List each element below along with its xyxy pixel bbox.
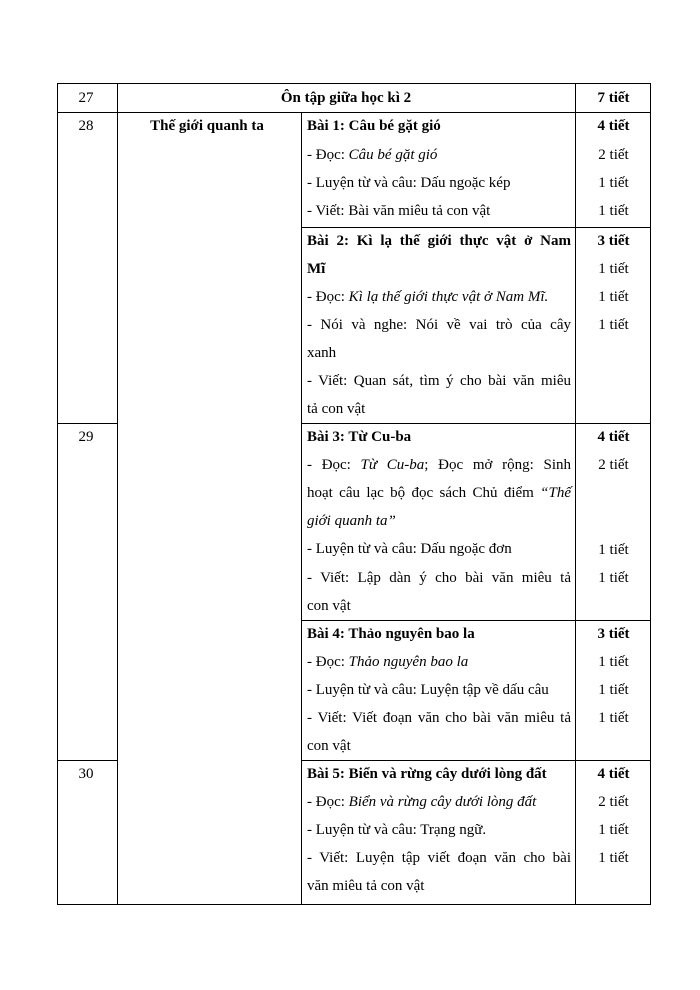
bai1-doc bbox=[307, 141, 571, 169]
bai5-periods: 4 tiết bbox=[597, 766, 630, 782]
bai3-doc-prefix: - Đọc: bbox=[307, 457, 361, 473]
bai3-ltvc: - Luyện từ và câu: Dấu ngoặc đơn bbox=[307, 541, 512, 557]
bai5-viet-periods: 1 tiết bbox=[598, 850, 629, 866]
bai4-viet-line1: - Viết: Viết đoạn văn cho bài văn miêu tả bbox=[307, 710, 571, 726]
bai1-viet: - Viết: Bài văn miêu tả con vật bbox=[307, 203, 491, 219]
week-27: 27 bbox=[78, 90, 94, 106]
curriculum-table bbox=[57, 83, 651, 905]
bai3-ltvc-periods: 1 tiết bbox=[598, 542, 629, 558]
bai1-doc-periods: 2 tiết bbox=[598, 147, 629, 163]
bai3-doc-title: Từ Cu-ba bbox=[360, 457, 425, 473]
bai3-viet-line1: - Viết: Lập dàn ý cho bài văn miêu tả bbox=[307, 570, 571, 586]
bai1-doc-title: Câu bé gặt gió bbox=[348, 147, 438, 163]
border-col1 bbox=[117, 83, 118, 905]
bai4-doc bbox=[307, 648, 571, 676]
bai2-title-line2: Mĩ bbox=[307, 261, 326, 277]
week-28: 28 bbox=[78, 118, 94, 134]
bai2-periods: 3 tiết bbox=[597, 233, 630, 249]
bai2-doc bbox=[307, 283, 571, 311]
week-30: 30 bbox=[78, 766, 94, 782]
bai5-viet-line2: văn miêu tả con vật bbox=[307, 878, 425, 894]
bai1-ltvc: - Luyện từ và câu: Dấu ngoặc kép bbox=[307, 175, 511, 191]
bai5-viet-line1: - Viết: Luyện tập viết đoạn văn cho bài bbox=[307, 850, 571, 866]
bai4-ltvc: - Luyện từ và câu: Luyện tập về dấu câu bbox=[307, 682, 549, 698]
bai4-doc-periods: 1 tiết bbox=[598, 654, 629, 670]
bai1-title: Bài 1: Câu bé gặt gió bbox=[307, 118, 441, 134]
bai2-nn-periods: 1 tiết bbox=[598, 289, 629, 305]
bai2-doc-periods: 1 tiết bbox=[598, 261, 629, 277]
bai4-viet-periods: 1 tiết bbox=[598, 710, 629, 726]
bai3-doc-suffix: ; Đọc mở rộng: Sinh bbox=[424, 457, 571, 473]
bai1-viet-periods: 1 tiết bbox=[598, 203, 629, 219]
bai4-ltvc-periods: 1 tiết bbox=[598, 682, 629, 698]
bai2-viet-line2: tả con vật bbox=[307, 401, 366, 417]
bai2-nn-line2: xanh bbox=[307, 345, 337, 361]
bai3-doc-line1 bbox=[307, 451, 571, 479]
review-periods: 7 tiết bbox=[597, 90, 630, 106]
bai3-doc-periods: 2 tiết bbox=[598, 457, 629, 473]
bai1-doc-prefix: - Đọc: bbox=[307, 147, 349, 163]
bai3-doc-line3: giới quanh ta” bbox=[307, 513, 396, 529]
border-bottom bbox=[57, 904, 651, 905]
bai4-viet-line2: con vật bbox=[307, 738, 351, 754]
bai5-ltvc-periods: 1 tiết bbox=[598, 822, 629, 838]
bai2-viet-line1: - Viết: Quan sát, tìm ý cho bài văn miêu bbox=[307, 373, 571, 389]
bai2-doc-title: Kì lạ thế giới thực vật ở Nam Mĩ. bbox=[348, 289, 549, 305]
bai3-doc-line2-text: hoạt câu lạc bộ đọc sách Chủ điểm bbox=[307, 485, 541, 501]
bai3-periods: 4 tiết bbox=[597, 429, 630, 445]
review-title: Ôn tập giữa học kì 2 bbox=[280, 90, 412, 106]
bai2-doc-prefix: - Đọc: bbox=[307, 289, 349, 305]
bai4-doc-prefix: - Đọc: bbox=[307, 654, 349, 670]
bai3-doc-line2-italic: “Thế bbox=[540, 485, 571, 501]
bai2-title-line1: Bài 2: Kì lạ thế giới thực vật ở Nam bbox=[307, 233, 571, 249]
bai2-nn-line1: - Nói và nghe: Nói về vai trò của cây bbox=[307, 317, 571, 333]
theme-title: Thế giới quanh ta bbox=[150, 118, 264, 134]
bai5-doc bbox=[307, 788, 571, 816]
bai3-viet-line2: con vật bbox=[307, 598, 351, 614]
bai1-periods: 4 tiết bbox=[597, 118, 630, 134]
bai5-doc-title: Biển và rừng cây dưới lòng đất bbox=[348, 794, 537, 810]
bai4-title: Bài 4: Thảo nguyên bao la bbox=[307, 626, 475, 642]
bai3-viet-periods: 1 tiết bbox=[598, 570, 629, 586]
bai5-title: Bài 5: Biển và rừng cây dưới lòng đất bbox=[307, 766, 547, 782]
border-col2 bbox=[301, 112, 302, 905]
bai5-doc-periods: 2 tiết bbox=[598, 794, 629, 810]
bai3-title: Bài 3: Từ Cu-ba bbox=[307, 429, 412, 445]
bai4-periods: 3 tiết bbox=[597, 626, 630, 642]
bai5-ltvc: - Luyện từ và câu: Trạng ngữ. bbox=[307, 822, 487, 838]
week-29: 29 bbox=[78, 429, 94, 445]
bai5-doc-prefix: - Đọc: bbox=[307, 794, 349, 810]
bai3-doc-line2 bbox=[307, 479, 571, 507]
bai4-doc-title: Thảo nguyên bao la bbox=[348, 654, 469, 670]
bai1-ltvc-periods: 1 tiết bbox=[598, 175, 629, 191]
bai2-viet-periods: 1 tiết bbox=[598, 317, 629, 333]
